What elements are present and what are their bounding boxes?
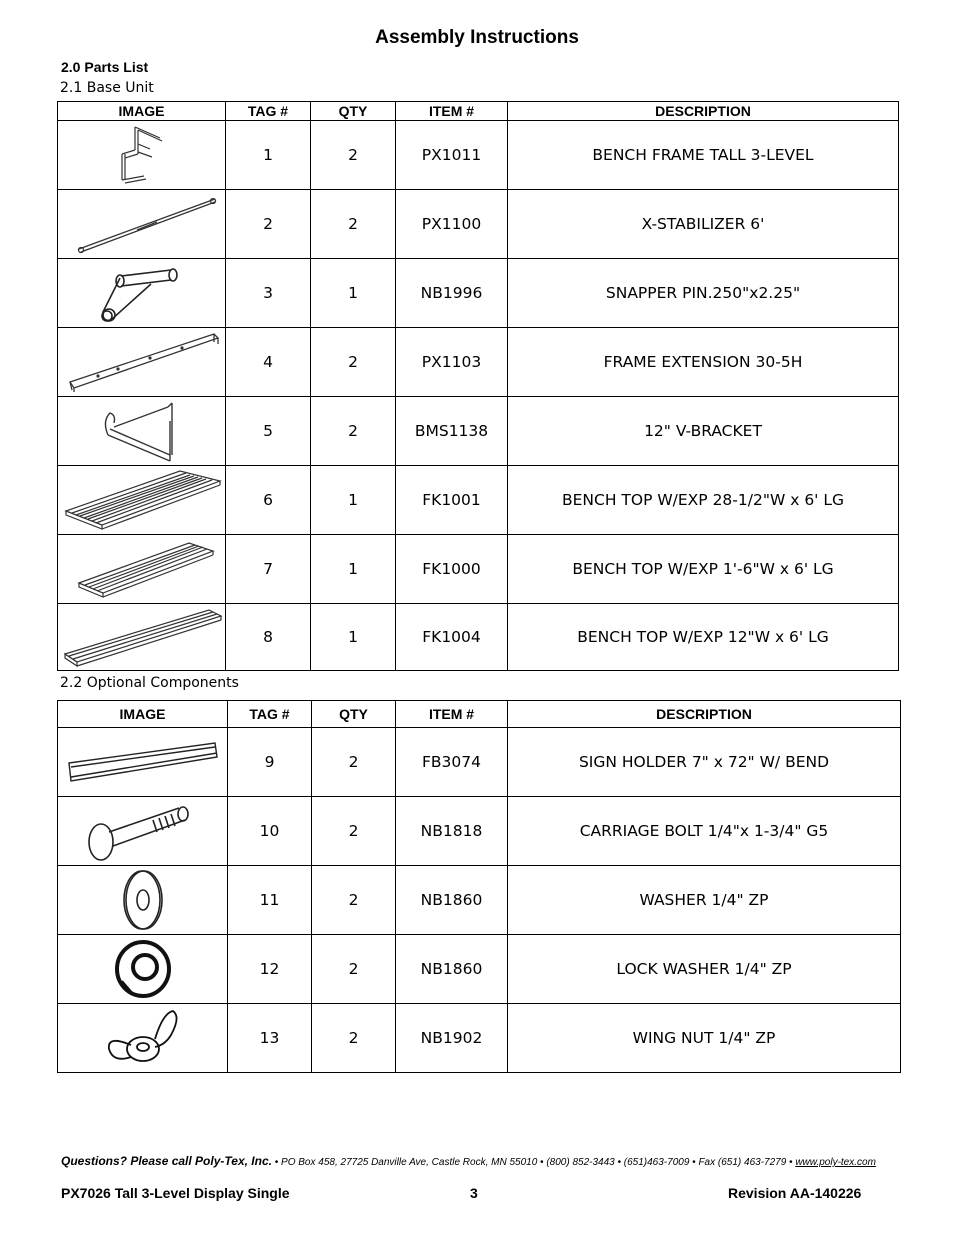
- x-stabilizer-icon: [67, 193, 217, 255]
- product-name: PX7026 Tall 3-Level Display Single: [61, 1185, 290, 1201]
- bench-top-medium-icon: [67, 537, 217, 601]
- bench-top-wide-icon: [62, 467, 222, 533]
- table-row: [58, 797, 901, 866]
- tag-cell: 3: [226, 259, 311, 328]
- tag-cell: 12: [228, 935, 312, 1004]
- qty-cell: 2: [311, 397, 396, 466]
- table-row: [58, 328, 899, 397]
- column-header-description: DESCRIPTION: [508, 701, 901, 728]
- item-number-cell: PX1011: [396, 121, 508, 190]
- page-number: 3: [470, 1185, 478, 1201]
- base-unit-parts-table: [57, 101, 899, 671]
- tag-cell: 5: [226, 397, 311, 466]
- table-header-row: [58, 102, 899, 121]
- part-image-cell: [58, 397, 226, 466]
- table-row: [58, 121, 899, 190]
- item-number-cell: NB1996: [396, 259, 508, 328]
- table-row: [58, 397, 899, 466]
- table-row: [58, 535, 899, 604]
- qty-cell: 2: [312, 1004, 396, 1073]
- description-cell: LOCK WASHER 1/4" ZP: [508, 935, 901, 1004]
- column-header-image: IMAGE: [58, 701, 228, 728]
- bench-top-narrow-icon: [61, 606, 223, 668]
- table-row: [58, 935, 901, 1004]
- description-cell: BENCH FRAME TALL 3-LEVEL: [508, 121, 899, 190]
- description-cell: FRAME EXTENSION 30-5H: [508, 328, 899, 397]
- description-cell: SIGN HOLDER 7" x 72" W/ BEND: [508, 728, 901, 797]
- contact-info: [61, 1154, 876, 1168]
- optional-components-heading: 2.2 Optional Components: [60, 675, 239, 691]
- tag-cell: 2: [226, 190, 311, 259]
- item-number-cell: NB1818: [396, 797, 508, 866]
- qty-cell: 2: [312, 728, 396, 797]
- column-header-tag: TAG #: [228, 701, 312, 728]
- description-cell: WING NUT 1/4" ZP: [508, 1004, 901, 1073]
- tag-cell: 1: [226, 121, 311, 190]
- item-number-cell: PX1103: [396, 328, 508, 397]
- description-cell: BENCH TOP W/EXP 28-1/2"W x 6' LG: [508, 466, 899, 535]
- description-cell: BENCH TOP W/EXP 1'-6"W x 6' LG: [508, 535, 899, 604]
- item-number-cell: FK1000: [396, 535, 508, 604]
- contact-details: • PO Box 458, 27725 Danville Ave, Castle Rock, MN 55010 • (800) 852-3443 • (651)463-7009 • Fax (651) 463-7279 •: [271, 1157, 796, 1168]
- tag-cell: 6: [226, 466, 311, 535]
- part-image-cell: [58, 866, 228, 935]
- tag-cell: 8: [226, 604, 311, 671]
- column-header-qty: QTY: [312, 701, 396, 728]
- description-cell: CARRIAGE BOLT 1/4"x 1-3/4" G5: [508, 797, 901, 866]
- table-row: [58, 190, 899, 259]
- wing-nut-icon: [101, 1005, 185, 1071]
- base-unit-heading: 2.1 Base Unit: [60, 80, 154, 96]
- column-header-qty: QTY: [311, 102, 396, 121]
- qty-cell: 1: [311, 604, 396, 671]
- qty-cell: 2: [312, 797, 396, 866]
- qty-cell: 2: [312, 866, 396, 935]
- tag-cell: 13: [228, 1004, 312, 1073]
- qty-cell: 2: [311, 121, 396, 190]
- item-number-cell: FK1001: [396, 466, 508, 535]
- item-number-cell: FK1004: [396, 604, 508, 671]
- revision: Revision AA-140226: [728, 1185, 862, 1201]
- tag-cell: 9: [228, 728, 312, 797]
- website-link[interactable]: www.poly-tex.com: [795, 1157, 876, 1168]
- part-image-cell: [58, 259, 226, 328]
- item-number-cell: FB3074: [396, 728, 508, 797]
- tag-cell: 4: [226, 328, 311, 397]
- v-bracket-icon: [92, 399, 192, 463]
- table-row: [58, 259, 899, 328]
- table-row: [58, 466, 899, 535]
- sign-holder-icon: [65, 737, 221, 787]
- table-row: [58, 728, 901, 797]
- contact-lead: Questions? Please call Poly-Tex, Inc.: [61, 1154, 272, 1168]
- table-header-row: [58, 701, 901, 728]
- item-number-cell: PX1100: [396, 190, 508, 259]
- frame-extension-icon: [64, 330, 220, 394]
- qty-cell: 1: [311, 466, 396, 535]
- section-heading: 2.0 Parts List: [61, 59, 149, 75]
- item-number-cell: NB1860: [396, 935, 508, 1004]
- part-image-cell: [58, 190, 226, 259]
- part-image-cell: [58, 797, 228, 866]
- page-title: Assembly Instructions: [375, 27, 579, 48]
- tag-cell: 7: [226, 535, 311, 604]
- table-row: [58, 1004, 901, 1073]
- table-row: [58, 604, 899, 671]
- part-image-cell: [58, 728, 228, 797]
- part-image-cell: [58, 935, 228, 1004]
- part-image-cell: [58, 328, 226, 397]
- qty-cell: 2: [312, 935, 396, 1004]
- table-row: [58, 866, 901, 935]
- qty-cell: 2: [311, 328, 396, 397]
- washer-icon: [108, 868, 178, 932]
- column-header-item: ITEM #: [396, 701, 508, 728]
- bench-frame-icon: [102, 124, 182, 186]
- part-image-cell: [58, 1004, 228, 1073]
- part-image-cell: [58, 604, 226, 671]
- column-header-image: IMAGE: [58, 102, 226, 121]
- qty-cell: 1: [311, 259, 396, 328]
- column-header-description: DESCRIPTION: [508, 102, 899, 121]
- part-image-cell: [58, 466, 226, 535]
- item-number-cell: NB1860: [396, 866, 508, 935]
- tag-cell: 10: [228, 797, 312, 866]
- part-image-cell: [58, 535, 226, 604]
- item-number-cell: NB1902: [396, 1004, 508, 1073]
- description-cell: WASHER 1/4" ZP: [508, 866, 901, 935]
- description-cell: BENCH TOP W/EXP 12"W x 6' LG: [508, 604, 899, 671]
- description-cell: SNAPPER PIN.250"x2.25": [508, 259, 899, 328]
- optional-components-table: [57, 700, 901, 1073]
- lock-washer-icon: [108, 937, 178, 1001]
- item-number-cell: BMS1138: [396, 397, 508, 466]
- description-cell: 12" V-BRACKET: [508, 397, 899, 466]
- column-header-item: ITEM #: [396, 102, 508, 121]
- column-header-tag: TAG #: [226, 102, 311, 121]
- snapper-pin-icon: [97, 260, 187, 326]
- qty-cell: 2: [311, 190, 396, 259]
- carriage-bolt-icon: [83, 798, 203, 864]
- qty-cell: 1: [311, 535, 396, 604]
- description-cell: X-STABILIZER 6': [508, 190, 899, 259]
- part-image-cell: [58, 121, 226, 190]
- tag-cell: 11: [228, 866, 312, 935]
